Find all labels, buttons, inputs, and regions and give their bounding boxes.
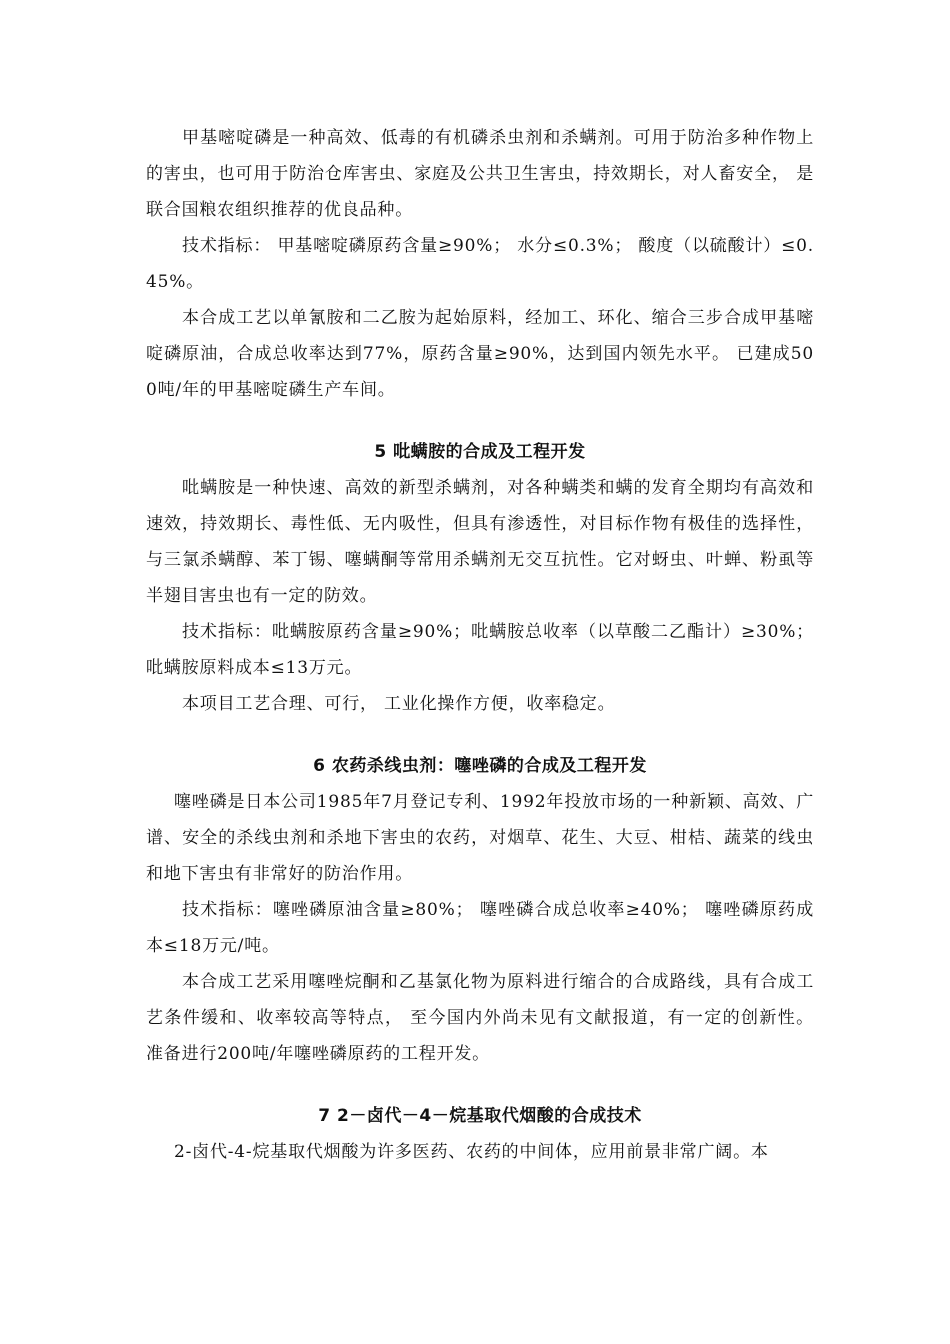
tebufenpyrad-specs-paragraph: 技术指标：吡螨胺原药含量≥90%；吡螨胺总收率（以草酸二乙酯计）≥30%；吡螨胺原料成本≤13万元。 [146,622,814,678]
pirimiphos-specs-paragraph: 技术指标： 甲基嘧啶磷原药含量≥90%； 水分≤0.3%； 酸度（以硫酸计）≤0.45%。 [146,236,814,292]
section-spacer [146,1072,814,1098]
tebufenpyrad-summary-paragraph: 本项目工艺合理、可行， 工业化操作方便，收率稳定。 [182,694,616,714]
pirimiphos-process-paragraph: 本合成工艺以单氰胺和二乙胺为起始原料，经加工、环化、缩合三步合成甲基嘧啶磷原油，合成总收率达到77%，原药含量≥90%，达到国内领先水平。 已建成500吨/年的甲基嘧啶磷生产车间。 [146,308,814,400]
fosthiazate-intro-paragraph: 噻唑磷是日本公司1985年7月登记专利、1992年投放市场的一种新颖、高效、广谱、安全的杀线虫剂和杀地下害虫的农药，对烟草、花生、大豆、柑桔、蔬菜的线虫和地下害虫有非常好的防治作用。 [146,792,814,884]
section-5-heading: 5 吡螨胺的合成及工程开发 [374,442,586,462]
section-spacer [146,408,814,434]
fosthiazate-process-paragraph: 本合成工艺采用噻唑烷酮和乙基氯化物为原料进行缩合的合成路线，具有合成工艺条件缓和、收率较高等特点， 至今国内外尚未见有文献报道，有一定的创新性。 准备进行200吨/年噻唑磷原药的工程开发。 [146,972,814,1064]
nicotinic-acid-intro-paragraph: 2-卤代-4-烷基取代烟酸为许多医药、农药的中间体，应用前景非常广阔。本 [174,1142,769,1162]
pirimiphos-intro-paragraph: 甲基嘧啶磷是一种高效、低毒的有机磷杀虫剂和杀螨剂。可用于防治多种作物上的害虫，也可用于防治仓库害虫、家庭及公共卫生害虫，持效期长，对人畜安全， 是联合国粮农组织推荐的优良品种。 [146,128,814,220]
section-6-heading: 6 农药杀线虫剂：噻唑磷的合成及工程开发 [313,756,647,776]
document-body [146,120,814,1170]
section-7-heading: 7 2－卤代－4－烷基取代烟酸的合成技术 [318,1106,642,1126]
tebufenpyrad-intro-paragraph: 吡螨胺是一种快速、高效的新型杀螨剂，对各种螨类和螨的发育全期均有高效和速效，持效期长、毒性低、无内吸性，但具有渗透性，对目标作物有极佳的选择性，与三氯杀螨醇、苯丁锡、噻螨酮等常用杀螨剂无交互抗性。它对蚜虫、叶蝉、粉虱等半翅目害虫也有一定的防效。 [146,478,814,606]
fosthiazate-specs-paragraph: 技术指标：噻唑磷原油含量≥80%； 噻唑磷合成总收率≥40%； 噻唑磷原药成本≤18万元/吨。 [146,900,814,956]
section-spacer [146,722,814,748]
